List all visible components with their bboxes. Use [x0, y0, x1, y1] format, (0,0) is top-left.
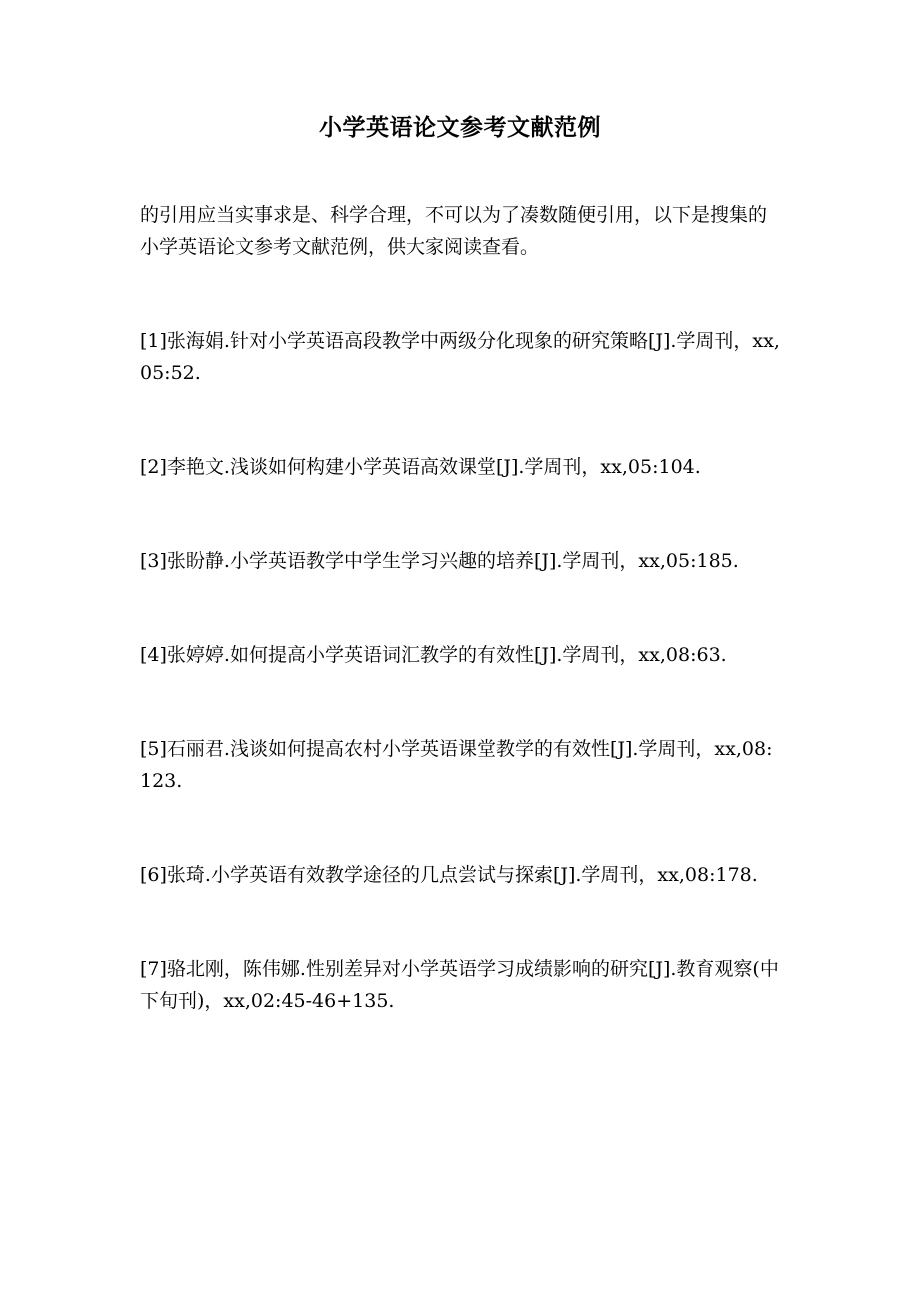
reference-item-5 — [140, 733, 780, 797]
reference-item-3 — [140, 545, 780, 577]
reference-item-2 — [140, 451, 780, 483]
reference-text: [3]张盼静.小学英语教学中学生学习兴趣的培养[J].学周刊，xx,05:185. — [140, 550, 739, 572]
reference-item-1 — [140, 325, 780, 389]
reference-text: [7]骆北刚，陈伟娜.性别差异对小学英语学习成绩影响的研究[J].教育观察(中下旬刊)，xx,02:45-46+135. — [140, 958, 779, 1012]
reference-text: [1]张海娟.针对小学英语高段教学中两级分化现象的研究策略[J].学周刊，xx,05:52. — [140, 330, 780, 384]
document-title: 小学英语论文参考文献范例 — [319, 114, 601, 141]
reference-item-7 — [140, 953, 780, 1017]
reference-item-6 — [140, 859, 780, 891]
intro-paragraph: 的引用应当实事求是、科学合理，不可以为了凑数随便引用，以下是搜集的小学英语论文参考文献范例，供大家阅读查看。 — [140, 204, 768, 258]
reference-item-4 — [140, 639, 780, 671]
reference-text: [6]张琦.小学英语有效教学途径的几点尝试与探索[J].学周刊，xx,08:178. — [140, 864, 758, 886]
document-body — [140, 199, 780, 1079]
reference-text: [4]张婷婷.如何提高小学英语词汇教学的有效性[J].学周刊，xx,08:63. — [140, 644, 727, 666]
reference-text: [5]石丽君.浅谈如何提高农村小学英语课堂教学的有效性[J].学周刊，xx,08:123. — [140, 738, 773, 792]
reference-text: [2]李艳文.浅谈如何构建小学英语高效课堂[J].学周刊，xx,05:104. — [140, 456, 701, 478]
